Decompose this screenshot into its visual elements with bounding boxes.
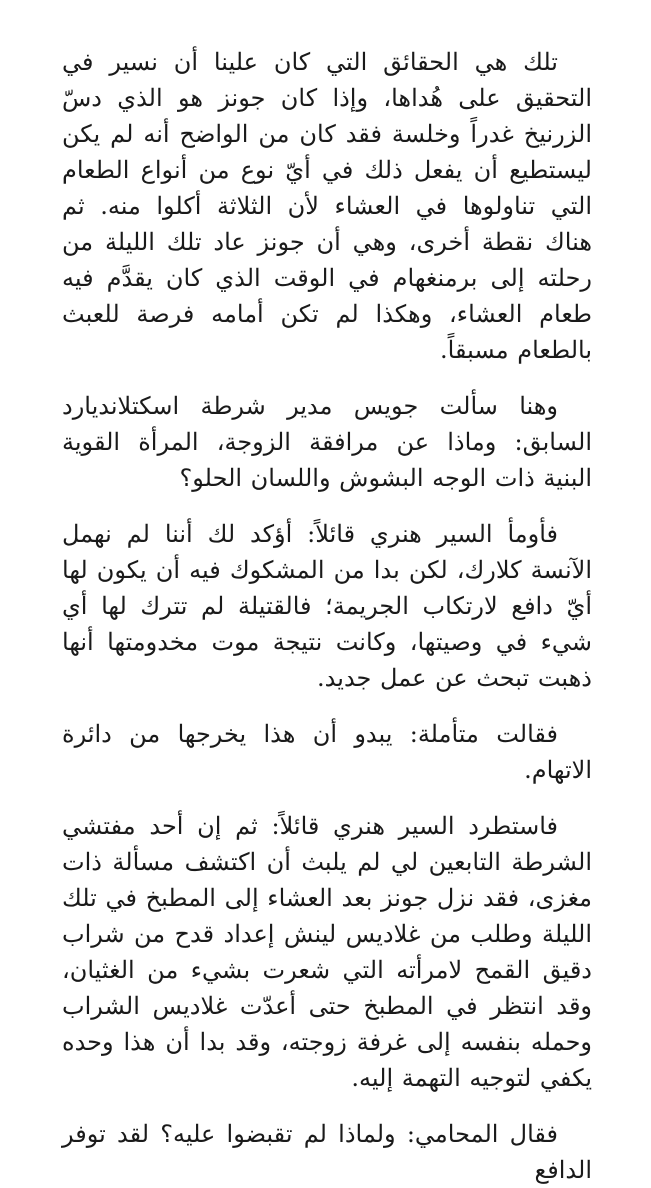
paragraph-sir-henry-inspector: فاستطرد السير هنري قائلاً: ثم إن أحد مفتشي الشرطة التابعين لي لم يلبث أن اكتشف مسألة ذات مغزى، فقد نزل جونز بعد العشاء إلى المطبخ في تلك الليلة وطلب من غلاديس لينش إعداد قدح من شراب دقيق القمح لامرأته التي شعرت بشيء من الغثيان، وقد انتظر في المطبخ حتى أعدّت غلاديس الشراب وحمله بنفسه إلى غرفة زوجته، وقد بدا أن هذا وحده يكفي لتوجيه التهمة إليه. bbox=[62, 812, 592, 1092]
paragraph-sir-henry-clark: فأومأ السير هنري قائلاً: أؤكد لك أننا لم نهمل الآنسة كلارك، لكن بدا من المشكوك فيه أن يكون لها أيّ دافع لارتكاب الجريمة؛ فالقتيلة لم تترك لها أي شيء في وصيتها، وكانت نتيجة موت مخدومتها أنها ذهبت تبحث عن عمل جديد. bbox=[62, 520, 592, 692]
book-page-text bbox=[62, 44, 592, 1188]
paragraph-lawyer-question: فقال المحامي: ولماذا لم تقبضوا عليه؟ لقد توفر الدافع bbox=[62, 1120, 592, 1184]
paragraph-joyce-question: وهنا سألت جويس مدير شرطة اسكتلانديارد السابق: وماذا عن مرافقة الزوجة، المرأة القوية البنية ذات الوجه البشوش واللسان الحلو؟ bbox=[62, 392, 592, 492]
paragraph-facts: تلك هي الحقائق التي كان علينا أن نسير في التحقيق على هُداها، وإذا كان جونز هو الذي دسّ الزرنيخ غدراً وخلسة فقد كان من الواضح أنه لم يكن ليستطيع أن يفعل ذلك في أيّ نوع من أنواع الطعام التي تناولوها في العشاء لأن الثلاثة أكلوا منه. ثم هناك نقطة أخرى، وهي أن جونز عاد تلك الليلة من رحلته إلى برمنغهام في الوقت الذي كان يقدَّم فيه طعام العشاء، وهكذا لم تكن أمامه فرصة للعبث بالطعام مسبقاً. bbox=[62, 48, 593, 364]
paragraph-joyce-reflection: فقالت متأملة: يبدو أن هذا يخرجها من دائرة الاتهام. bbox=[62, 720, 592, 784]
